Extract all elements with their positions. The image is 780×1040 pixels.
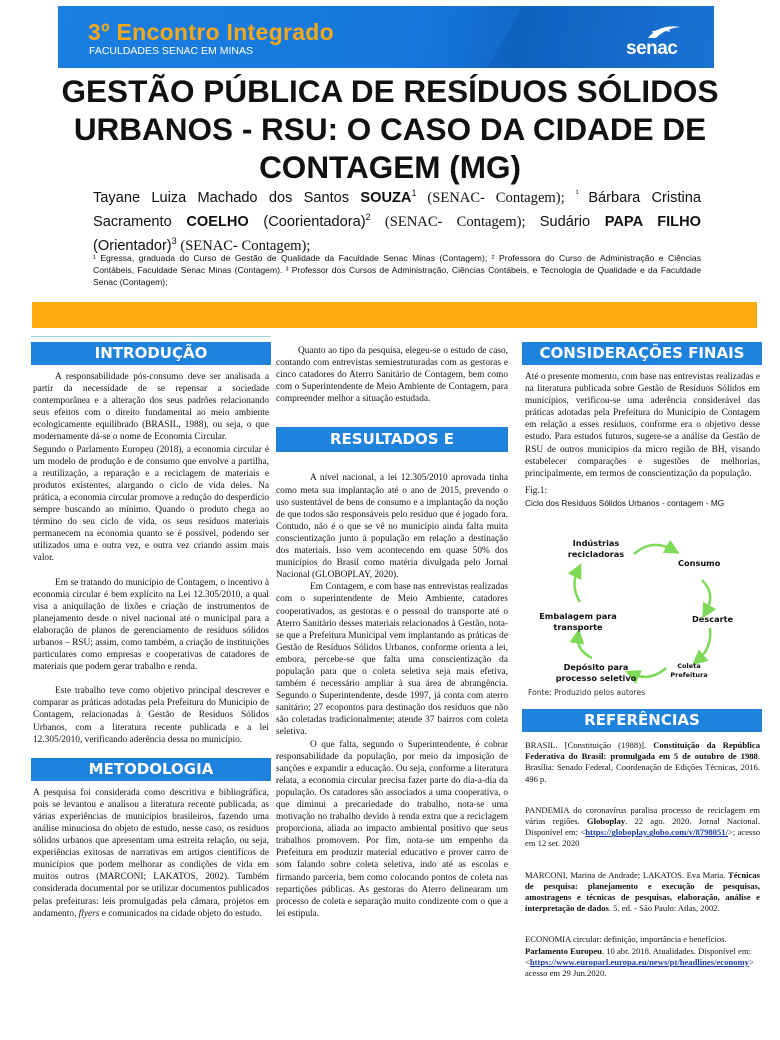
cycle-node-industrias: Indústrias recicladoras — [567, 538, 625, 559]
metodologia-italic: flyers — [78, 908, 100, 919]
reference-item — [525, 740, 760, 785]
section-heading-metodologia: METODOLOGIA — [31, 758, 271, 781]
figure-caption: Ciclo dos Resíduos Sólidos Urbanos - contagem - MG — [525, 497, 725, 508]
author-3-role: (Orientador) — [93, 237, 172, 254]
resultados-paragraph: O que falta, segundo o Superintendente, é cobrar responsabilidade da população, por meio da imposição de sanções e expandir a educação. Ou seja, conforme a literatura relata, a economia circular precisa fazer parte do dia-a-dia da população. Os catadores são associados a uma cooperativa, o que diminui a precariedade do trabalho, nota-se uma motivação no trabalho devido à renda extra que a reciclagem proporciona, aliada ao impacto ambiental positivo que seus trabalhos promovem. Por fim, nota-se um empenho da Prefeitura em produzir material educativo e prover carro de som falando sobre coleta seletiva, indo até as escolas e firmando parceria, bem como colocando pontos de coleta nas repartições públicas. As gestoras do Aterro delinearam um processo de coleta e separação muito condizente com o que a lei estipula. — [276, 739, 508, 919]
consideracoes-paragraph: Até o presente momento, com base nas entrevistas realizadas e na literatura publicada sobre Gestão de Resíduos Sólidos em municípios, verificou-se uma aderência considerável das práticas adotadas pela Prefeitura do Município de Contagem em relação a esses resíduos, conforme era o objetivo desse estudo. Para estudos futuros, sugere-se a análise da Gestão de RSU de outros municípios da micro região de BH, visando estabelecer comparações e sugestões de melhorias, principalmente, em termos de conscientização da população. — [525, 372, 760, 479]
author-1-institution: (SENAC- Contagem); — [416, 189, 576, 206]
section-heading-resultados: RESULTADOS E DISCUSSÕES — [276, 427, 508, 452]
author-1-surname: SOUZA — [360, 189, 412, 206]
reference-title: Técnicas de pesquisa: planejamento e execução de pesquisas, amostragens e técnicas de pesquisas, elaboração, análise e interpretação de dados — [525, 869, 760, 914]
cycle-node-consumo: Consumo — [678, 558, 721, 568]
author-2-surname: COELHO — [186, 213, 249, 230]
cycle-node-embalagem: Embalagem para transporte — [539, 611, 617, 632]
reference-text: ECONOMIA circular: definição, importância e benefícios. — [525, 934, 727, 945]
section-heading-referencias: REFERÊNCIAS — [522, 709, 762, 732]
event-title: 3º Encontro Integrado — [88, 19, 334, 45]
author-3-surname: PAPA FILHO — [604, 213, 701, 230]
column-right — [522, 342, 762, 509]
intro-paragraph: Em se tratando do município de Contagem, o incentivo à economia circular é bem explícito na Lei 12.305/2010, a qual visa a aniquilação de lixões e criação de instrumentos de planejamento desde o nível nacional até o municipal para a elaboração de planos de gerenciamento de resíduos sólidos urbanos – RSU; assim, como também, a criação de instituições particulares como empresas e cooperativas de catadores de materiais que podem gerar trabalho e renda. — [33, 577, 269, 673]
reference-link-globoplay[interactable]: https://globoplay.globo.com/v/8798051/ — [585, 827, 728, 838]
author-3-footnote: 3 — [171, 235, 177, 246]
author-1-name: Tayane Luiza Machado dos Santos — [93, 189, 361, 206]
waste-cycle-diagram — [520, 532, 760, 692]
cycle-arrow — [698, 628, 710, 660]
affiliations: ¹ Egressa, graduada do Curso de Gestão de Qualidade da Faculdade Senac Minas (Contagem); ² Professora do Curso de Administração e Ciências Contábeis, Faculdade Senac Minas (Contagem). ³ Professor dos Cursos de Administração, Ciências Contábeis, e Tecnologia de Qualidade e da Faculdade Senac (Contagem); — [93, 253, 701, 288]
thin-divider — [31, 336, 271, 337]
event-subtitle: FACULDADES SENAC EM MINAS — [89, 45, 253, 57]
references-section — [522, 709, 762, 979]
author-3-institution: (SENAC- Contagem); — [176, 237, 311, 254]
reference-link-europarl[interactable]: https://www.europarl.europa.eu/news/pt/headlines/economy — [529, 956, 749, 967]
event-banner — [58, 6, 714, 68]
metodologia-text: A pesquisa foi considerada como descritiva e bibliográfica, pois se levantou e analisou a literatura recente publicada, as várias experiências de municípios brasileiros, fazendo uma análise minuciosa do objeto de estudo, nesse caso, os resíduos sólidos urbanos que apresentam uma estreita relação, ou seja, experiências exitosas de narrativas em artigos científicos de municípios que podem melhorar as condições de vida em muitos outros (MARCONI; LAKATOS, 2002). Também considerada documental por se utilizar documentos publicados pelas prefeituras: leis promulgadas pela câmara, projetos em andamento, — [33, 787, 269, 919]
metodologia-paragraph — [33, 787, 269, 920]
metodologia-paragraph-2: Quanto ao tipo da pesquisa, elegeu-se o estudo de caso, contando com entrevistas semiestruturadas com as gestoras e cinco catadores do Aterro Sanitário de Contagem, bem como com o Superintendente de Meio Ambiente de Contagem, para compreender melhor a situação estudada. — [276, 346, 508, 405]
reference-text: PANDEMIA do coronavírus paralisa processo de reciclagem em várias regiões. — [525, 804, 760, 827]
intro-paragraph: Este trabalho teve como objetivo principal descrever e comparar as práticas adotadas pela Prefeitura do Município de Contagem, relacionadas à Gestão de Resíduos Sólidos Urbanos, com a literatura recente publicada e a lei 12.305/2010, verificando aderência dessa no município. — [33, 686, 269, 745]
reference-title: Globoplay — [586, 816, 626, 827]
reference-item — [525, 870, 760, 915]
reference-text: . 5. ed. - São Paulo: Atlas, 2002. — [608, 903, 720, 914]
cycle-node-deposito: Depósito para processo seletivo — [555, 662, 637, 683]
section-heading-introducao: INTRODUÇÃO — [31, 342, 271, 365]
cycle-arrow — [574, 570, 580, 602]
column-left — [31, 342, 271, 920]
reference-text: BRASIL. [Constituição (1988)]. — [525, 740, 654, 750]
authors — [93, 184, 701, 256]
author-2-role: (Coorientadora) — [248, 213, 366, 230]
author-3-name: Sudário — [539, 213, 605, 230]
intro-paragraph: A responsabilidade pós-consumo deve ser analisada a partir da necessidade de se repensar a sociedade contemporânea e a alteração dos seus padrões relacionando seus efeitos com o direito fundamental ao meio ambiente ecologicamente equilibrado (BRASIL, 1988), ou seja, o que modernamente dá-se o nome de Economia Circular. — [33, 372, 269, 443]
reference-text: >; acesso em 12 set. 2020 — [525, 827, 760, 849]
author-separator: ¹ — [575, 188, 589, 198]
metodologia-text: e comunicados na cidade objeto do estudo. — [99, 908, 262, 919]
reference-text: MARCONI, Marina de Andrade; LAKATOS. Eva Maria. — [525, 869, 729, 880]
orange-divider — [32, 302, 757, 328]
intro-paragraph: Segundo o Parlamento Europeu (2018), a economia circular é um modelo de produção e de consumo que envolve a partilha, a reutilização, a reparação e a reciclagem de materiais e produtos existentes, alargando o ciclo de vida deles. Na prática, a economia circular promove a redução do desperdício sempre buscando ao mínimo. Quando o produto chega ao término do seu ciclo de vida, os seus resíduos materiais permanecem na economia quanto se é possível, podendo ser utilizados uma e outra vez, e outra vez criando assim mais valor. — [33, 444, 269, 564]
poster-title: GESTÃO PÚBLICA DE RESÍDUOS SÓLIDOS URBANOS - RSU: O CASO DA CIDADE DE CONTAGEM (MG) — [61, 73, 719, 185]
reference-text: . Brasília: Senado Federal, Coordenação de Edições Técnicas, 2016. 496 p. — [525, 751, 760, 784]
cycle-arrow — [578, 636, 592, 658]
column-middle — [276, 345, 508, 920]
reference-text: . 10 abr. 2018. Atualidades. Disponível em: < — [525, 945, 751, 967]
author-2-name: Bárbara Cristina Sacramento — [93, 189, 701, 230]
cycle-node-descarte: Descarte — [692, 614, 734, 624]
reference-text: > acesso em 29 Jun.2020. — [525, 956, 754, 979]
cycle-arrow — [702, 580, 710, 612]
author-1-footnote: 1 — [411, 188, 417, 198]
resultados-paragraph: A nível nacional, a lei 12.305/2010 aprovada tinha como meta sua implantação até o ano de 2015, prevendo o uso sustentável de bens de consumo e a implantação da noção de que todos são responsáveis pelo resíduo que é jogado fora. Contudo, não é o que se vê no município ainda falta muita conscientização junto à população em relação a destinação dos materiais. Isso vem acontecendo em quase 50% dos municípios do Brasil como matéria divulgada pelo Jornal Nacional (GLOBOPLAY, 2020). — [276, 473, 508, 581]
figure-label: Fig.1: — [525, 485, 548, 496]
reference-title: Parlamento Europeu — [525, 945, 602, 956]
cycle-node-coleta: Coleta Prefeitura — [670, 662, 708, 679]
author-2-footnote: 2 — [365, 211, 371, 222]
reference-title: Constituição da República Federativa do Brasil: promulgada em 5 de outubro de 1988 — [525, 740, 760, 762]
senac-logo-text: senac — [626, 38, 678, 59]
reference-text: . 22 ago. 2020. Jornal Nacional. Disponível em: < — [525, 816, 761, 838]
figure-source: Fonte: Produzido pelos autores — [528, 688, 646, 697]
reference-item — [525, 805, 760, 850]
section-heading-consideracoes: CONSIDERAÇÕES FINAIS — [522, 342, 762, 365]
author-2-institution: (SENAC- Contagem); — [370, 213, 540, 230]
senac-logo — [626, 24, 688, 60]
resultados-paragraph: Em Contagem, e com base nas entrevistas realizadas com o superintendente de Meio Ambiente, catadores cooperativados, as gestoras e o pessoal do transporte até o Aterro Sanitário desses materiais relacionados à Gestão, nota-se que a Prefeitura Municipal vem implantando as práticas de Gestão de Resíduos Sólidos Urbanos, conforme orienta a lei, embora, percebe-se que falta uma conscientização da população para que o coleta seletiva seja mais efetiva, também é necessário ampliar à sua área de abrangência. Segundo o Superintendente, desde 1997, já conta com aterro sanitário; 27 ecopontos para destinação dos resíduos que não são coletadas tradicionalmente; atende 37 bairros com coleta seletiva. — [276, 582, 508, 738]
reference-item — [525, 934, 760, 979]
cycle-arrow — [634, 545, 673, 554]
